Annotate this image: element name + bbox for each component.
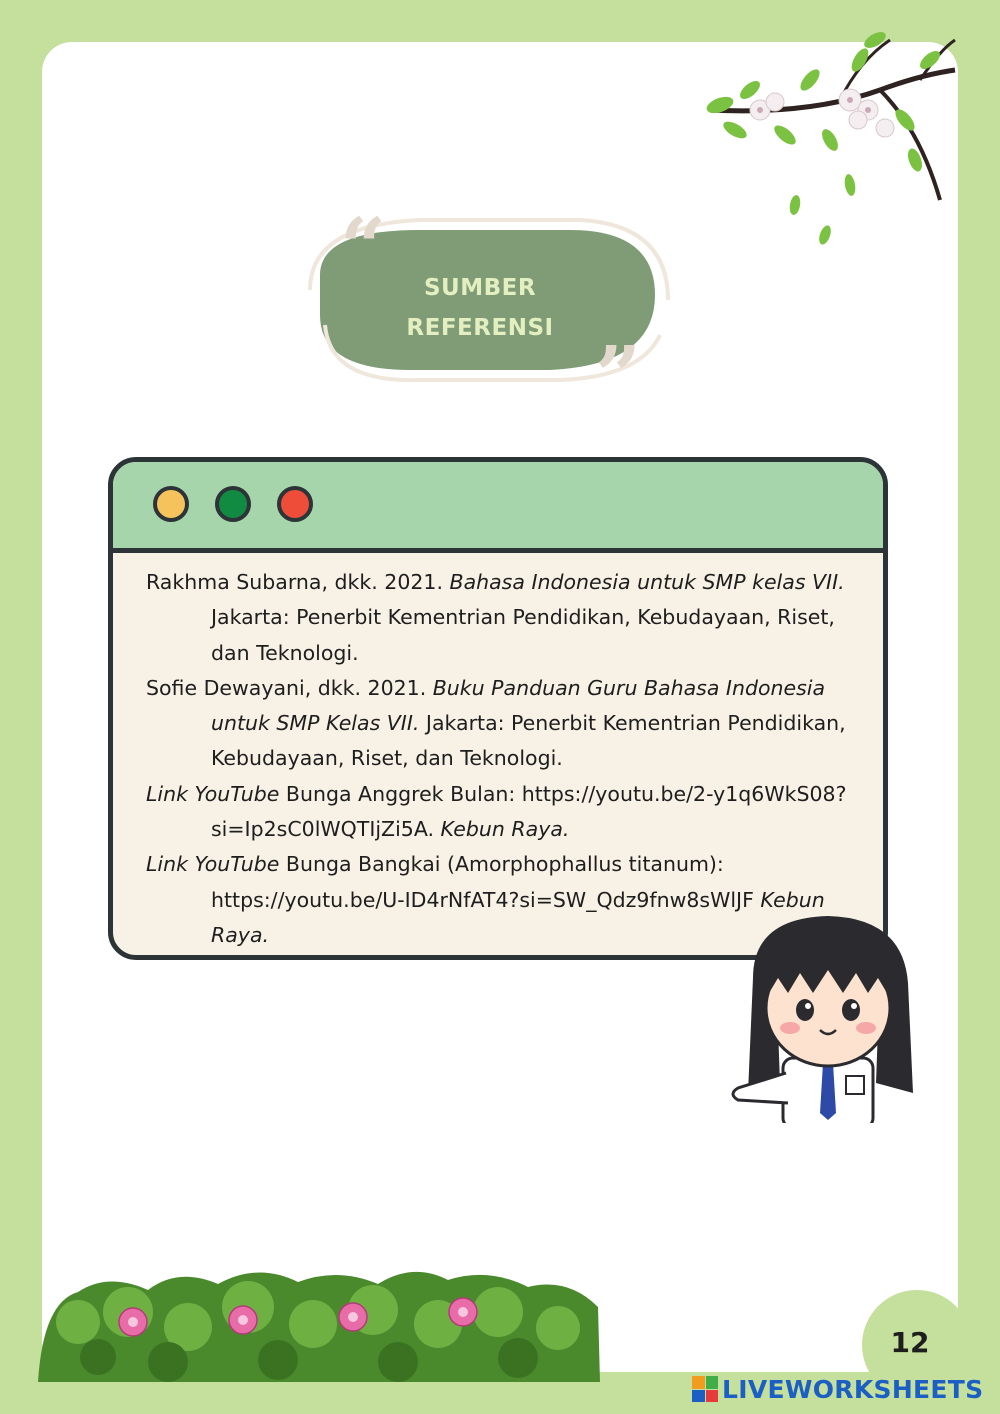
title-line-2: REFERENSI — [406, 315, 554, 341]
student-girl-illustration — [728, 908, 918, 1123]
liveworksheets-watermark — [692, 1373, 983, 1405]
reference-window — [108, 457, 888, 960]
title-bubble — [300, 205, 690, 395]
watermark-text: LIVEWORKSHEETS — [722, 1374, 984, 1404]
reference-list — [146, 565, 876, 953]
title-line-1: SUMBER — [423, 275, 537, 301]
reference-item: Sofie Dewayani, dkk. 2021. Buku Panduan Guru Bahasa Indonesia untuk SMP Kelas VII. Jakarta: Penerbit Kementrian Pendidikan, Kebudayaan, Riset, dan Teknologi. — [146, 675, 846, 771]
flower-bush-illustration — [38, 1262, 603, 1387]
flowering-branch-illustration — [690, 20, 960, 250]
green-dot-icon — [215, 486, 251, 522]
reference-item: Rakhma Subarna, dkk. 2021. Bahasa Indonesia untuk SMP kelas VII. Jakarta: Penerbit Kementrian Pendidikan, Kebudayaan, Riset, dan Teknologi. — [146, 570, 845, 665]
liveworksheets-logo-icon — [692, 1376, 718, 1402]
window-titlebar — [113, 462, 883, 553]
reference-item: Link YouTube Bunga Anggrek Bulan: https://youtu.be/2-y1q6WkS08?si=Ip2sC0lWQTIjZi5A. Kebun Raya. — [146, 781, 847, 842]
close-quote-icon: ” — [595, 328, 642, 395]
page-number: 12 — [890, 1326, 930, 1359]
reference-item: Link YouTube Bunga Bangkai (Amorphophallus titanum): https://youtu.be/U-ID4rNfAT4?si=SW_Qdz9fnw8sWlJF Kebun Raya. — [146, 852, 825, 947]
open-quote-icon: “ — [340, 205, 387, 294]
yellow-dot-icon — [153, 486, 189, 522]
red-dot-icon — [277, 486, 313, 522]
